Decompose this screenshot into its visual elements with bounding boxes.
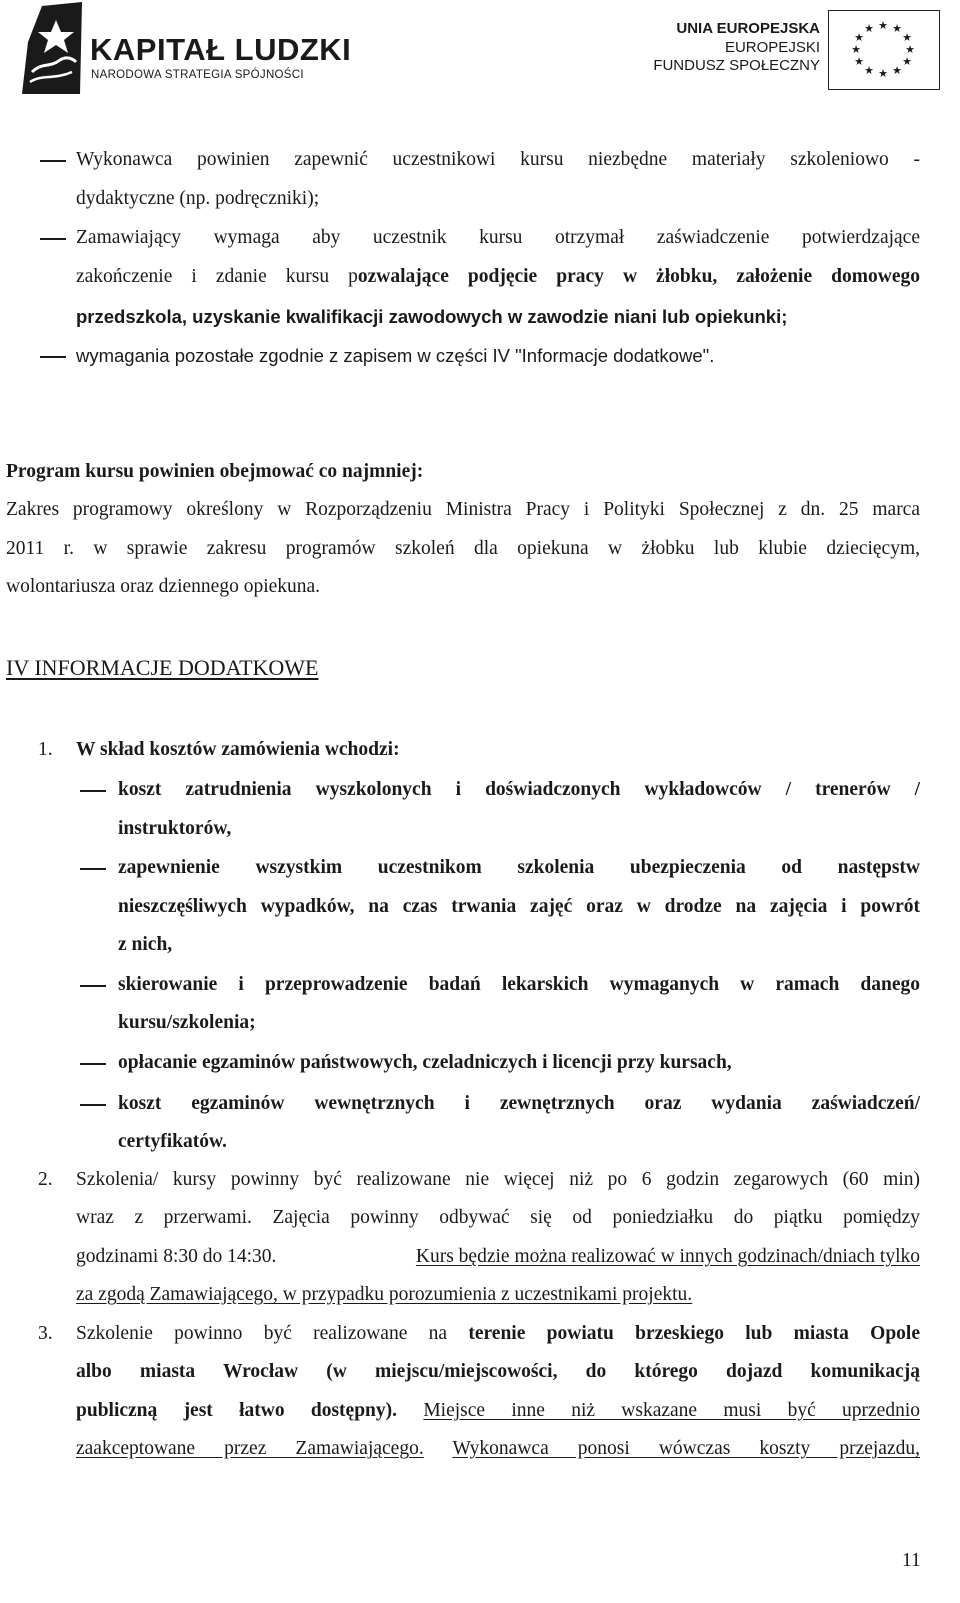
section-iv-heading: IV INFORMACJE DODATKOWE — [6, 655, 319, 680]
point-3-line1-plain: Szkolenie powinno być realizowane na — [76, 1323, 448, 1344]
point-3-line3-bold: publiczną jest łatwo dostępny). — [76, 1400, 398, 1421]
point-3-line4-underlined: zaakceptowane przez Zamawiającego. — [76, 1438, 424, 1459]
intro-item2-line1: Zamawiający wymaga aby uczestnik kursu otrzymał zaświadczenie potwierdzające — [76, 227, 920, 248]
point-1-bullet3-line1: skierowanie i przeprowadzenie badań lekarskich wymaganych w ramach danego — [118, 974, 920, 995]
svg-text:★: ★ — [902, 55, 912, 68]
list-dash — [40, 356, 66, 358]
page-number: 11 — [902, 1550, 921, 1571]
point-2-line1: Szkolenia/ kursy powinny być realizowane nie więcej niż po 6 godzin zegarowych (60 min) — [76, 1169, 920, 1190]
svg-text:★: ★ — [864, 64, 874, 77]
point-2-line4: za zgodą Zamawiającego, w przypadku porozumienia z uczestnikami projektu. — [76, 1284, 693, 1305]
point-3-line4-plain: Wykonawca ponosi wówczas koszty przejazdu, — [452, 1438, 920, 1459]
point-1-bullet2-line2: nieszczęśliwych wypadków, na czas trwania zajęć oraz w drodze na zajęcia i powrót — [118, 896, 920, 917]
point-3-line1-bold: terenie powiatu brzeskiego lub miasta Opole — [468, 1323, 920, 1344]
point-2-number: 2. — [38, 1169, 53, 1190]
list-dash — [80, 1104, 106, 1106]
list-dash — [40, 238, 66, 240]
point-3-line2: albo miasta Wrocław (w miejscu/miejscowości, do którego dojazd komunikacją — [76, 1361, 920, 1382]
point-1-bullet4-line1: opłacanie egzaminów państwowych, czeladniczych i licencji przy kursach, — [118, 1052, 732, 1073]
list-dash — [80, 868, 106, 870]
point-1-bullet3-line2: kursu/szkolenia; — [118, 1012, 256, 1033]
kapital-ludzki-logo — [20, 2, 352, 98]
svg-text:★: ★ — [878, 67, 888, 80]
svg-text:★: ★ — [905, 43, 915, 56]
svg-text:★: ★ — [851, 43, 861, 56]
intro-item2-line2-plain: zakończenie i zdanie kursu p — [76, 266, 358, 287]
list-dash — [80, 790, 106, 792]
intro-item1-line2: dydaktyczne (np. podręczniki); — [76, 188, 320, 209]
point-1-bullet5-line2: certyfikatów. — [118, 1131, 227, 1152]
program-heading: Program kursu powinien obejmować co najmniej: — [6, 461, 424, 482]
point-3-line3 — [76, 1399, 920, 1423]
point-1-bullet1-line2: instruktorów, — [118, 818, 232, 839]
svg-text:★: ★ — [864, 22, 874, 35]
point-1-bullet2-line1: zapewnienie wszystkim uczestnikom szkolenia ubezpieczenia od następstw — [118, 857, 920, 878]
intro-item2-line2 — [76, 265, 920, 289]
eu-flag-icon — [829, 11, 938, 88]
point-1-bullet1-line1: koszt zatrudnienia wyszkolonych i doświadczonych wykładowców / trenerów / — [118, 779, 920, 800]
point-2-line2: wraz z przerwami. Zajęcia powinny odbywać się od poniedziałku do piątku pomiędzy — [76, 1207, 920, 1228]
point-2-line3 — [76, 1245, 920, 1269]
point-1-lead: W skład kosztów zamówienia wchodzi: — [76, 739, 400, 760]
svg-text:★: ★ — [854, 55, 864, 68]
point-1-bullet5-line1: koszt egzaminów wewnętrznych i zewnętrznych oraz wydania zaświadczeń/ — [118, 1093, 920, 1114]
svg-text:★: ★ — [902, 31, 912, 44]
point-3-line4 — [76, 1437, 920, 1461]
right-logo-line2: EUROPEJSKI — [724, 39, 820, 56]
svg-text:★: ★ — [892, 22, 902, 35]
point-3-line1 — [76, 1322, 920, 1346]
eu-flag-frame — [828, 10, 940, 90]
program-line2: 2011 r. w sprawie zakresu programów szkoleń dla opiekuna w żłobku lub klubie dziecięcym, — [6, 538, 920, 559]
list-dash — [80, 985, 106, 987]
left-logo-subtitle: NARODOWA STRATEGIA SPÓJNOŚCI — [91, 69, 304, 81]
right-logo-line3: FUNDUSZ SPOŁECZNY — [653, 57, 820, 74]
svg-text:★: ★ — [878, 19, 888, 32]
program-line1: Zakres programowy określony w Rozporządzeniu Ministra Pracy i Polityki Społecznej z dn. 25 marca — [6, 499, 920, 520]
point-3-number: 3. — [38, 1323, 53, 1344]
program-line3: wolontariusza oraz dziennego opiekuna. — [6, 576, 321, 597]
intro-item1-line1: Wykonawca powinien zapewnić uczestnikowi kursu niezbędne materiały szkoleniowo - — [76, 149, 920, 170]
point-2-line3-plain: godzinami 8:30 do 14:30. — [76, 1246, 277, 1267]
intro-item2-line2-bold: ozwalające podjęcie pracy w żłobku, założenie domowego — [357, 266, 920, 287]
intro-item3-line1: wymagania pozostałe zgodnie z zapisem w części IV "Informacje dodatkowe". — [76, 345, 715, 366]
svg-text:★: ★ — [854, 31, 864, 44]
list-dash — [40, 160, 66, 162]
svg-text:★: ★ — [892, 64, 902, 77]
point-1-number: 1. — [38, 739, 53, 760]
point-3-line3-underlined: Miejsce inne niż wskazane musi być uprzednio — [423, 1400, 921, 1421]
point-2-line3-underlined: Kurs będzie można realizować w innych godzinach/dniach tylko — [415, 1246, 920, 1267]
left-logo-title: KAPITAŁ LUDZKI — [90, 32, 352, 67]
list-dash — [80, 1063, 106, 1065]
point-1-bullet2-line3: z nich, — [118, 934, 173, 955]
kapital-ludzki-logo-icon — [20, 2, 90, 98]
right-logo-line1: UNIA EUROPEJSKA — [676, 20, 820, 37]
intro-item2-line3: przedszkola, uzyskanie kwalifikacji zawodowych w zawodzie niani lub opiekunki; — [76, 306, 788, 327]
